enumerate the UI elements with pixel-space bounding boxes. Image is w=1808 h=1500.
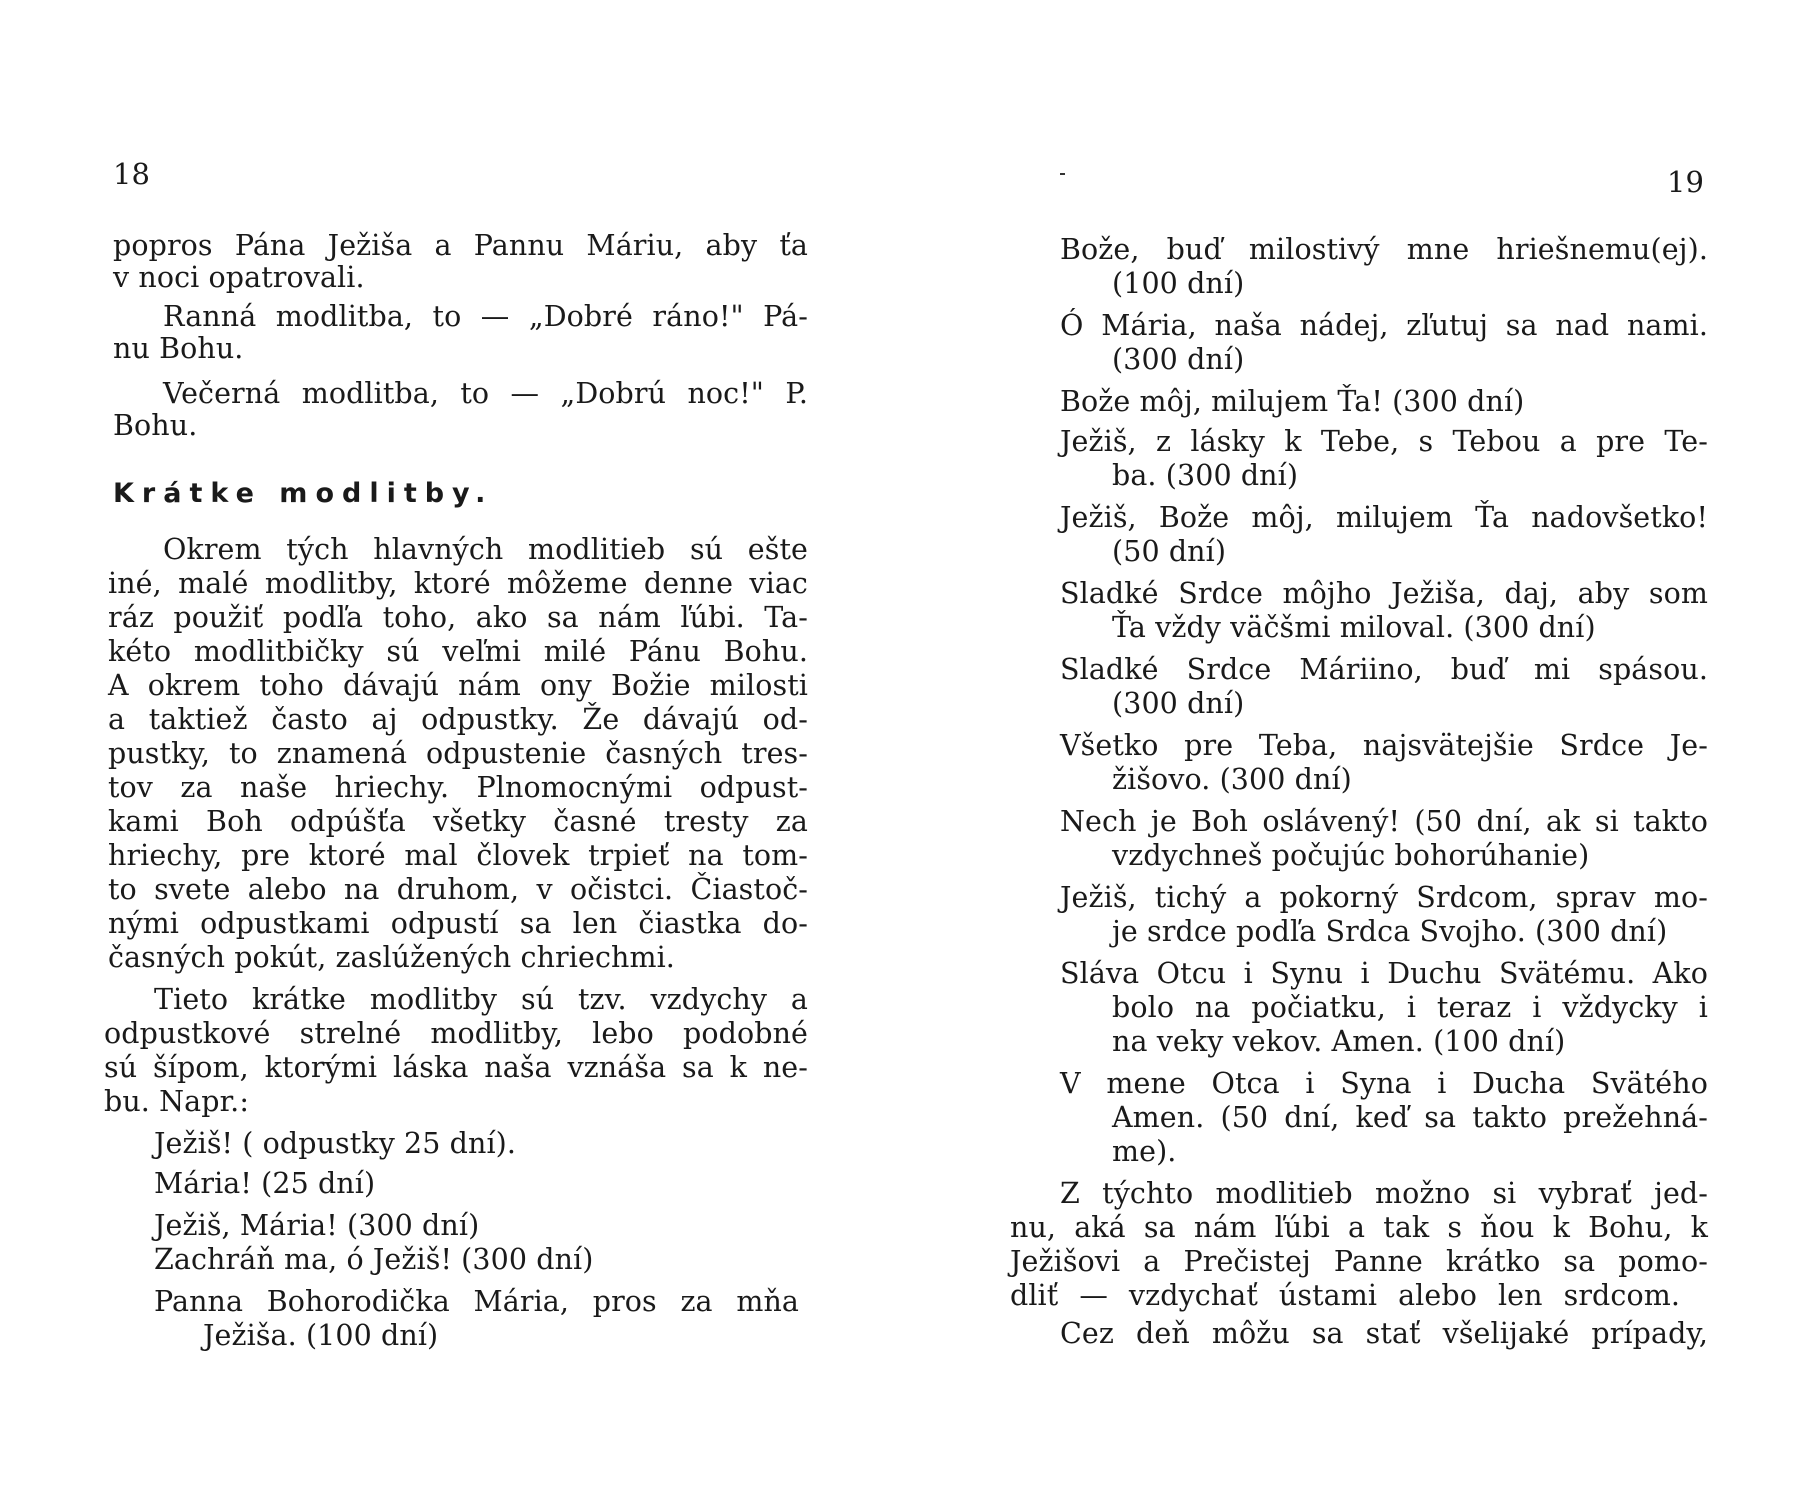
prayer-line: vzdychneš počujúc bohorúhanie) (1112, 839, 1590, 872)
prayer-line: Ježiša. (100 dní) (203, 1319, 439, 1352)
prayer-line: Ježiš, tichý a pokorný Srdcom, sprav mo- (1060, 881, 1708, 914)
text-line: nu Bohu. (113, 332, 244, 365)
prayer-line: V mene Otca i Syna i Ducha Svätého (1060, 1067, 1708, 1100)
text-line: Ježišovi a Prečistej Panne krátko sa pomo- (1010, 1245, 1708, 1278)
text-line: časných pokút, zaslúžených chriechmi. (108, 941, 675, 974)
stray-mark (1060, 173, 1065, 175)
text-line: iné, malé modlitby, ktoré môžeme denne viac (108, 567, 808, 600)
page-number-right: 19 (1667, 165, 1704, 199)
prayer-line: Všetko pre Teba, najsvätejšie Srdce Je- (1060, 729, 1708, 762)
text-line: to svete alebo na druhom, v očistci. Čiastoč- (108, 873, 808, 906)
section-heading: Krátke modlitby. (113, 478, 494, 509)
text-line: v noci opatrovali. (113, 261, 365, 294)
prayer-line: na veky vekov. Amen. (100 dní) (1112, 1025, 1566, 1058)
text-line: a taktiež často aj odpustky. Že dávajú od- (108, 703, 808, 736)
text-line: hriechy, pre ktoré mal človek trpieť na tom- (108, 839, 808, 872)
prayer-line: Mária! (25 dní) (154, 1167, 376, 1200)
prayer-line: Sladké Srdce môjho Ježiša, daj, aby som (1060, 577, 1708, 610)
text-line: odpustkové strelné modlitby, lebo podobné (104, 1017, 808, 1050)
prayer-line: Bože môj, milujem Ťa! (300 dní) (1060, 385, 1525, 418)
text-line: kami Boh odpúšťa všetky časné tresty za (108, 805, 808, 838)
text-line: dliť — vzdychať ústami alebo len srdcom. (1010, 1279, 1680, 1312)
text-line: Večerná modlitba, to — „Dobrú noc!" P. (163, 377, 808, 410)
prayer-line: Amen. (50 dní, keď sa takto prežehná- (1112, 1101, 1708, 1134)
text-line: popros Pána Ježiša a Pannu Máriu, aby ťa (113, 229, 808, 262)
text-line: nými odpustkami odpustí sa len čiastka do- (108, 907, 808, 940)
prayer-line: me). (1112, 1135, 1177, 1168)
prayer-line: je srdce podľa Srdca Svojho. (300 dní) (1112, 915, 1668, 948)
prayer-line: žišovo. (300 dní) (1112, 763, 1352, 796)
prayer-line: Bože, buď milostivý mne hriešnemu(ej). (1060, 233, 1708, 266)
prayer-line: (100 dní) (1112, 267, 1245, 300)
prayer-line: Ježiš, Mária! (300 dní) (154, 1209, 480, 1242)
text-line: kéto modlitbičky sú veľmi milé Pánu Bohu. (108, 635, 808, 668)
prayer-line: bolo na počiatku, i teraz i vždycky i (1112, 991, 1708, 1024)
text-line: Z týchto modlitieb možno si vybrať jed- (1060, 1177, 1708, 1210)
prayer-line: Ó Mária, naša nádej, zľutuj sa nad nami. (1060, 309, 1708, 342)
text-line: Bohu. (113, 409, 198, 442)
text-line: bu. Napr.: (104, 1085, 250, 1118)
text-line: Ranná modlitba, to — „Dobré ráno!" Pá- (163, 300, 808, 333)
prayer-line: (50 dní) (1112, 535, 1227, 568)
text-line: Okrem tých hlavných modlitieb sú ešte (163, 533, 808, 566)
text-line: nu, aká sa nám ľúbi a tak s ňou k Bohu, k (1010, 1211, 1708, 1244)
text-line: tov za naše hriechy. Plnomocnými odpust- (108, 771, 808, 804)
page-number-left: 18 (113, 157, 150, 191)
prayer-line: (300 dní) (1112, 343, 1245, 376)
text-line: A okrem toho dávajú nám ony Božie milosti (108, 669, 808, 702)
text-line: sú šípom, ktorými láska naša vznáša sa k ne- (104, 1051, 808, 1084)
prayer-line: Ježiš! ( odpustky 25 dní). (154, 1127, 517, 1160)
prayer-line: Zachráň ma, ó Ježiš! (300 dní) (154, 1243, 594, 1276)
prayer-line: Ťa vždy väčšmi miloval. (300 dní) (1112, 611, 1596, 644)
text-line: pustky, to znamená odpustenie časných tres- (108, 737, 808, 770)
prayer-line: Panna Bohorodička Mária, pros za mňa (154, 1285, 799, 1318)
text-line: Tieto krátke modlitby sú tzv. vzdychy a (154, 983, 808, 1016)
text-line: Cez deň môžu sa stať všelijaké prípady, (1060, 1317, 1708, 1350)
prayer-line: Sladké Srdce Máriino, buď mi spásou. (1060, 653, 1708, 686)
text-line: ráz použiť podľa toho, ako sa nám ľúbi. Ta- (108, 601, 808, 634)
prayer-line: (300 dní) (1112, 687, 1245, 720)
prayer-line: Ježiš, Bože môj, milujem Ťa nadovšetko! (1060, 501, 1708, 534)
prayer-line: Sláva Otcu i Synu i Duchu Svätému. Ako (1060, 957, 1708, 990)
prayer-line: Nech je Boh oslávený! (50 dní, ak si takto (1060, 805, 1708, 838)
prayer-line: Ježiš, z lásky k Tebe, s Tebou a pre Te- (1060, 425, 1708, 458)
prayer-line: ba. (300 dní) (1112, 459, 1299, 492)
